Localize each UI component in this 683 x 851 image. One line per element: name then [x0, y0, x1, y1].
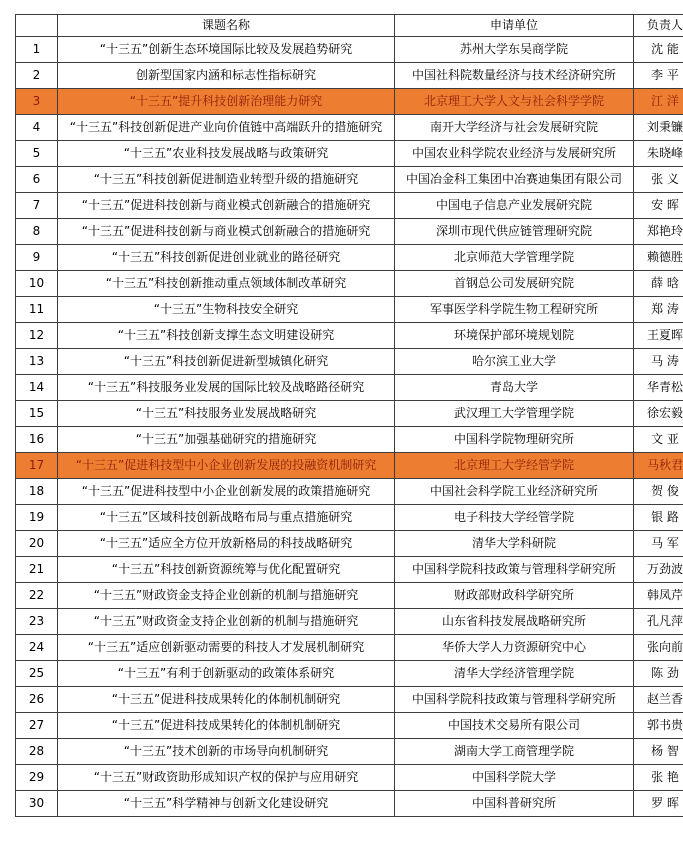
project-title-cell: “十三五”科技创新促进创业就业的路径研究	[58, 245, 395, 271]
row-number-cell: 4	[16, 115, 58, 141]
table-row	[16, 349, 683, 375]
project-title-cell: “十三五”促进科技成果转化的体制机制研究	[58, 713, 395, 739]
table-row	[16, 661, 683, 687]
table-row	[16, 245, 683, 271]
row-number-cell: 25	[16, 661, 58, 687]
row-number-cell: 8	[16, 219, 58, 245]
applicant-org-cell: 环境保护部环境规划院	[395, 323, 634, 349]
row-number-cell: 15	[16, 401, 58, 427]
table-row	[16, 531, 683, 557]
row-number-cell: 16	[16, 427, 58, 453]
project-title-cell: “十三五”财政资助形成知识产权的保护与应用研究	[58, 765, 395, 791]
leader-name-cell: 文 亚	[634, 427, 683, 453]
row-number-cell: 3	[16, 89, 58, 115]
applicant-org-cell: 深圳市现代供应链管理研究院	[395, 219, 634, 245]
applicant-org-cell: 山东省科技发展战略研究所	[395, 609, 634, 635]
project-title-cell: “十三五”财政资金支持企业创新的机制与措施研究	[58, 609, 395, 635]
table-row	[16, 89, 683, 115]
project-title-cell: “十三五”科学精神与创新文化建设研究	[58, 791, 395, 817]
leader-name-cell: 张 义	[634, 167, 683, 193]
leader-name-cell: 王夏晖	[634, 323, 683, 349]
project-title-cell: “十三五”财政资金支持企业创新的机制与措施研究	[58, 583, 395, 609]
row-number-cell: 26	[16, 687, 58, 713]
leader-name-cell: 沈 能	[634, 37, 683, 63]
applicant-org-cell: 华侨大学人力资源研究中心	[395, 635, 634, 661]
applicant-org-cell: 财政部财政科学研究所	[395, 583, 634, 609]
table-row	[16, 635, 683, 661]
project-title-cell: “十三五”区域科技创新战略布局与重点措施研究	[58, 505, 395, 531]
applicant-org-cell: 中国科学院大学	[395, 765, 634, 791]
project-title-cell: “十三五”适应全方位开放新格局的科技战略研究	[58, 531, 395, 557]
project-title-cell: “十三五”科技创新促进新型城镇化研究	[58, 349, 395, 375]
leader-name-cell: 张向前	[634, 635, 683, 661]
table-row	[16, 453, 683, 479]
leader-name-cell: 孔凡萍	[634, 609, 683, 635]
row-number-cell: 23	[16, 609, 58, 635]
row-number-cell: 13	[16, 349, 58, 375]
row-number-cell: 11	[16, 297, 58, 323]
row-number-cell: 12	[16, 323, 58, 349]
row-number-cell: 28	[16, 739, 58, 765]
applicant-org-cell: 军事医学科学院生物工程研究所	[395, 297, 634, 323]
row-number-cell: 7	[16, 193, 58, 219]
applicant-org-cell: 中国社会科学院工业经济研究所	[395, 479, 634, 505]
applicant-org-cell: 中国科学院物理研究所	[395, 427, 634, 453]
project-title-cell: “十三五”科技服务业发展的国际比较及战略路径研究	[58, 375, 395, 401]
leader-name-cell: 万劲波	[634, 557, 683, 583]
leader-name-cell: 罗 晖	[634, 791, 683, 817]
table-row	[16, 557, 683, 583]
leader-name-cell: 郭书贵	[634, 713, 683, 739]
table-row	[16, 115, 683, 141]
row-number-cell: 17	[16, 453, 58, 479]
leader-name-cell: 杨 智	[634, 739, 683, 765]
leader-name-cell: 马秋君	[634, 453, 683, 479]
applicant-org-cell: 电子科技大学经管学院	[395, 505, 634, 531]
table-row	[16, 791, 683, 817]
table-header	[16, 15, 683, 37]
project-title-cell: “十三五”科技创新促进产业向价值链中高端跃升的措施研究	[58, 115, 395, 141]
row-number-cell: 21	[16, 557, 58, 583]
project-title-cell: “十三五”科技服务业发展战略研究	[58, 401, 395, 427]
row-number-cell: 29	[16, 765, 58, 791]
leader-name-cell: 赖德胜	[634, 245, 683, 271]
table-row	[16, 271, 683, 297]
table-row	[16, 505, 683, 531]
table-row	[16, 713, 683, 739]
row-number-cell: 9	[16, 245, 58, 271]
header-applicant: 申请单位	[395, 15, 634, 37]
row-number-cell: 1	[16, 37, 58, 63]
leader-name-cell: 华青松	[634, 375, 683, 401]
leader-name-cell: 朱晓峰	[634, 141, 683, 167]
leader-name-cell: 郑艳玲	[634, 219, 683, 245]
leader-name-cell: 薛 晗	[634, 271, 683, 297]
leader-name-cell: 赵兰香	[634, 687, 683, 713]
project-title-cell: “十三五”科技创新促进制造业转型升级的措施研究	[58, 167, 395, 193]
applicant-org-cell: 湖南大学工商管理学院	[395, 739, 634, 765]
applicant-org-cell: 中国农业科学院农业经济与发展研究所	[395, 141, 634, 167]
table-row	[16, 739, 683, 765]
project-title-cell: “十三五”科技创新推动重点领域体制改革研究	[58, 271, 395, 297]
table-row	[16, 219, 683, 245]
leader-name-cell: 刘秉镰	[634, 115, 683, 141]
row-number-cell: 5	[16, 141, 58, 167]
leader-name-cell: 江 洋	[634, 89, 683, 115]
row-number-cell: 20	[16, 531, 58, 557]
row-number-cell: 14	[16, 375, 58, 401]
table-row	[16, 63, 683, 89]
applicant-org-cell: 中国技术交易所有限公司	[395, 713, 634, 739]
row-number-cell: 30	[16, 791, 58, 817]
applicant-org-cell: 北京理工大学人文与社会科学学院	[395, 89, 634, 115]
applicant-org-cell: 中国电子信息产业发展研究院	[395, 193, 634, 219]
applicant-org-cell: 武汉理工大学管理学院	[395, 401, 634, 427]
project-title-cell: 创新型国家内涵和标志性指标研究	[58, 63, 395, 89]
applicant-org-cell: 中国冶金科工集团中冶赛迪集团有限公司	[395, 167, 634, 193]
project-title-cell: “十三五”科技创新支撑生态文明建设研究	[58, 323, 395, 349]
leader-name-cell: 李 平	[634, 63, 683, 89]
leader-name-cell: 徐宏毅	[634, 401, 683, 427]
applicant-org-cell: 北京理工大学经管学院	[395, 453, 634, 479]
applicant-org-cell: 中国社科院数量经济与技术经济研究所	[395, 63, 634, 89]
project-title-cell: “十三五”生物科技安全研究	[58, 297, 395, 323]
projects-table	[15, 14, 683, 817]
header-leader: 负责人	[634, 15, 683, 37]
header-topic-name: 课题名称	[58, 15, 395, 37]
table-row	[16, 765, 683, 791]
leader-name-cell: 陈 劲	[634, 661, 683, 687]
project-title-cell: “十三五”促进科技创新与商业模式创新融合的措施研究	[58, 193, 395, 219]
applicant-org-cell: 哈尔滨工业大学	[395, 349, 634, 375]
table-row	[16, 687, 683, 713]
row-number-cell: 27	[16, 713, 58, 739]
project-title-cell: “十三五”技术创新的市场导向机制研究	[58, 739, 395, 765]
applicant-org-cell: 清华大学科研院	[395, 531, 634, 557]
table-row	[16, 167, 683, 193]
table-row	[16, 401, 683, 427]
project-title-cell: “十三五”提升科技创新治理能力研究	[58, 89, 395, 115]
applicant-org-cell: 中国科学院科技政策与管理科学研究所	[395, 687, 634, 713]
row-number-cell: 19	[16, 505, 58, 531]
row-number-cell: 22	[16, 583, 58, 609]
table-row	[16, 297, 683, 323]
table-row	[16, 375, 683, 401]
project-title-cell: “十三五”促进科技型中小企业创新发展的投融资机制研究	[58, 453, 395, 479]
applicant-org-cell: 中国科普研究所	[395, 791, 634, 817]
applicant-org-cell: 苏州大学东吴商学院	[395, 37, 634, 63]
applicant-org-cell: 清华大学经济管理学院	[395, 661, 634, 687]
row-number-cell: 10	[16, 271, 58, 297]
project-title-cell: “十三五”促进科技型中小企业创新发展的政策措施研究	[58, 479, 395, 505]
project-title-cell: “十三五”科技创新资源统筹与优化配置研究	[58, 557, 395, 583]
applicant-org-cell: 青岛大学	[395, 375, 634, 401]
leader-name-cell: 安 晖	[634, 193, 683, 219]
table-row	[16, 609, 683, 635]
table-row	[16, 193, 683, 219]
table-row	[16, 583, 683, 609]
row-number-cell: 18	[16, 479, 58, 505]
applicant-org-cell: 首钢总公司发展研究院	[395, 271, 634, 297]
project-title-cell: “十三五”创新生态环境国际比较及发展趋势研究	[58, 37, 395, 63]
table-row	[16, 141, 683, 167]
header-row	[16, 15, 683, 37]
row-number-cell: 6	[16, 167, 58, 193]
row-number-cell: 2	[16, 63, 58, 89]
leader-name-cell: 马 涛	[634, 349, 683, 375]
project-title-cell: “十三五”农业科技发展战略与政策研究	[58, 141, 395, 167]
leader-name-cell: 韩凤芹	[634, 583, 683, 609]
project-title-cell: “十三五”有利于创新驱动的政策体系研究	[58, 661, 395, 687]
table-row	[16, 323, 683, 349]
applicant-org-cell: 北京师范大学管理学院	[395, 245, 634, 271]
leader-name-cell: 张 艳	[634, 765, 683, 791]
leader-name-cell: 郑 涛	[634, 297, 683, 323]
table-row	[16, 427, 683, 453]
header-index-cell	[16, 15, 58, 37]
leader-name-cell: 贺 俊	[634, 479, 683, 505]
table-row	[16, 479, 683, 505]
applicant-org-cell: 南开大学经济与社会发展研究院	[395, 115, 634, 141]
table-row	[16, 37, 683, 63]
leader-name-cell: 马 军	[634, 531, 683, 557]
table-body	[16, 37, 683, 817]
row-number-cell: 24	[16, 635, 58, 661]
project-title-cell: “十三五”适应创新驱动需要的科技人才发展机制研究	[58, 635, 395, 661]
project-title-cell: “十三五”促进科技创新与商业模式创新融合的措施研究	[58, 219, 395, 245]
project-title-cell: “十三五”促进科技成果转化的体制机制研究	[58, 687, 395, 713]
applicant-org-cell: 中国科学院科技政策与管理科学研究所	[395, 557, 634, 583]
leader-name-cell: 银 路	[634, 505, 683, 531]
project-title-cell: “十三五”加强基础研究的措施研究	[58, 427, 395, 453]
